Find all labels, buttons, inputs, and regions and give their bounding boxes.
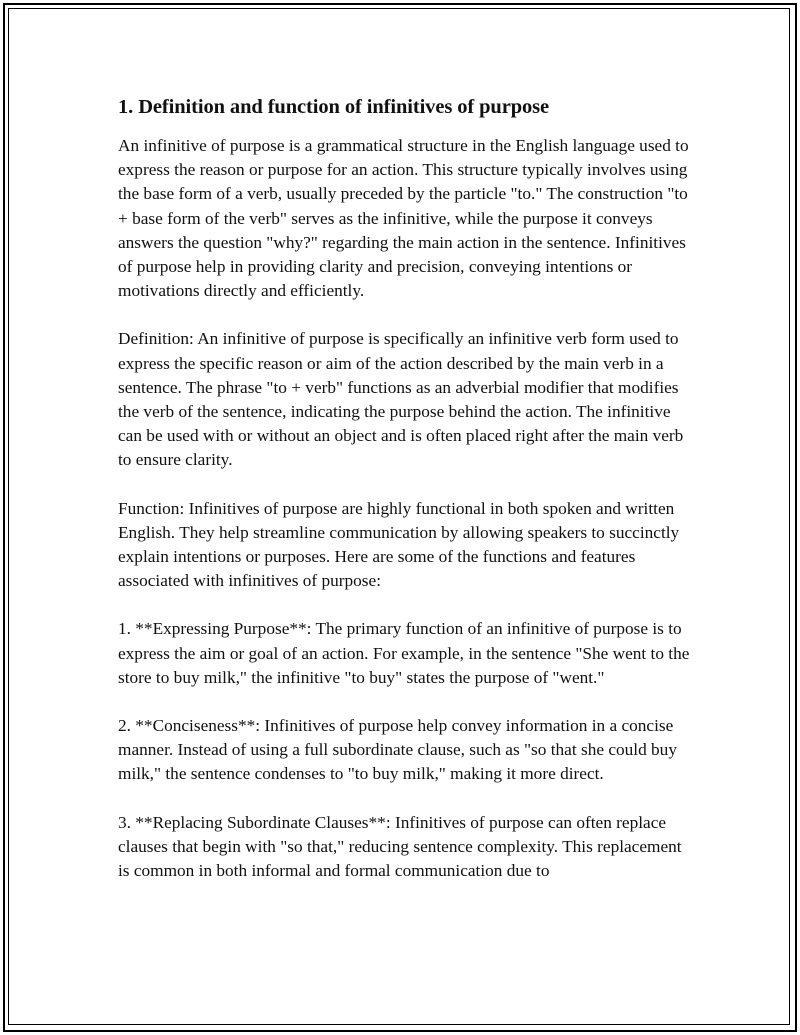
document-body <box>118 94 693 907</box>
definition-paragraph: Definition: An infinitive of purpose is specifically an infinitive verb form used to express the specific reason or aim of the action described by the main verb in a sentence. The phrase "to + verb" functions as an adverbial modifier that modifies the verb of the sentence, indicating the purpose behind the action. The infinitive can be used with or without an object and is often placed right after the main verb to ensure clarity. <box>118 329 684 470</box>
list-item-conciseness: 2. **Conciseness**: Infinitives of purpose help convey information in a concise manner. Instead of using a full subordinate clause, such as "so that she could buy milk," the sentence condenses to "to buy milk," making it more direct. <box>118 716 677 784</box>
list-item-replacing-subordinate-clauses: 3. **Replacing Subordinate Clauses**: Infinitives of purpose can often replace clauses that begin with "so that," reducing sentence complexity. This replacement is common in both informal and formal communication due to <box>118 812 682 881</box>
section-heading: 1. Definition and function of infinitives of purpose <box>118 96 550 118</box>
list-item-expressing-purpose: 1. **Expressing Purpose**: The primary function of an infinitive of purpose is to express the aim or goal of an action. For example, in the sentence "She went to the store to buy milk," the infinitive "to buy" states the purpose of "went." <box>118 619 690 687</box>
intro-paragraph: An infinitive of purpose is a grammatical structure in the English language used to express the reason or purpose for an action. This structure typically involves using the base form of a verb, usually preceded by the particle "to." The construction "to + base form of the verb" serves as the infinitive, while the purpose it conveys answers the question "why?" regarding the main action in the sentence. Infinitives of purpose help in providing clarity and precision, conveying intentions or motivations directly and efficiently. <box>118 136 689 301</box>
function-paragraph: Function: Infinitives of purpose are highly functional in both spoken and written English. They help streamline communication by allowing speakers to succinctly explain intentions or purposes. Here are some of the functions and features associated with infinitives of purpose: <box>118 498 680 591</box>
